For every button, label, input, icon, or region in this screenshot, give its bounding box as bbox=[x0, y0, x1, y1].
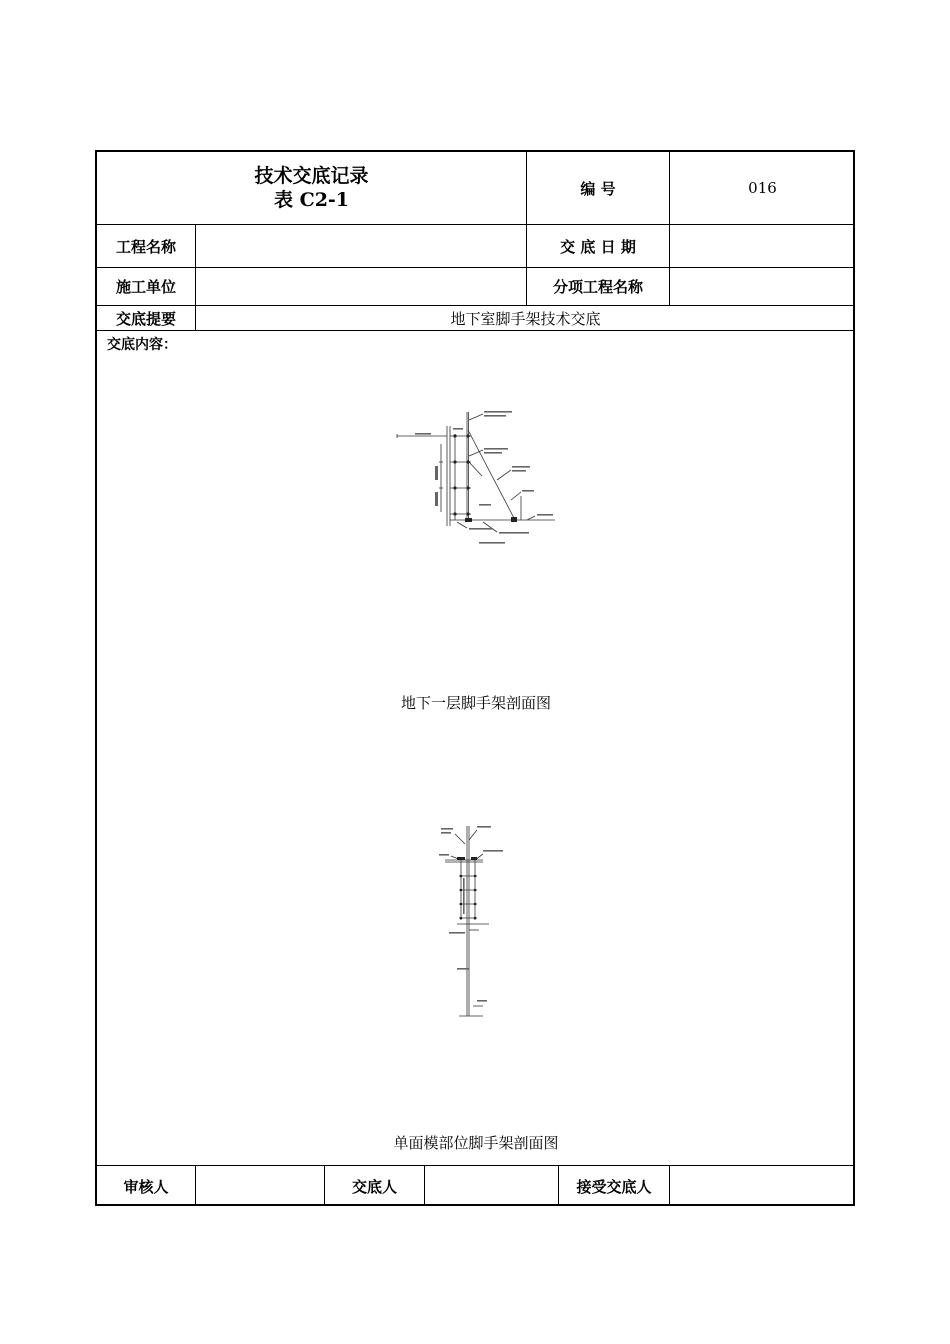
form-title-block bbox=[97, 152, 526, 224]
subproject-field[interactable] bbox=[670, 268, 855, 305]
subproject-label: 分项工程名称 bbox=[552, 278, 643, 296]
reviewer-field[interactable] bbox=[196, 1166, 324, 1206]
summary-label: 交底提要 bbox=[115, 309, 176, 328]
project-name-field[interactable] bbox=[196, 225, 526, 267]
number-value[interactable]: 016 bbox=[748, 179, 777, 197]
reviewer-label: 审核人 bbox=[123, 1177, 169, 1196]
date-label: 交 底 日 期 bbox=[560, 237, 636, 256]
receiver-field[interactable] bbox=[670, 1166, 855, 1206]
single-formwork-scaffold-drawing bbox=[437, 820, 507, 1020]
summary-field[interactable]: 地下室脚手架技术交底 bbox=[450, 309, 601, 328]
number-label: 编 号 bbox=[580, 179, 616, 198]
tech-briefing-form bbox=[95, 150, 855, 1206]
presenter-field[interactable] bbox=[425, 1166, 558, 1206]
form-code: 表 C2-1 bbox=[273, 189, 350, 211]
date-field[interactable] bbox=[670, 225, 855, 267]
presenter-label: 交底人 bbox=[351, 1177, 397, 1196]
receiver-label: 接受交底人 bbox=[576, 1177, 652, 1196]
figure1-caption: 地下一层脚手架剖面图 bbox=[400, 694, 551, 712]
content-label: 交底内容： bbox=[107, 337, 177, 353]
form-title: 技术交底记录 bbox=[254, 165, 369, 187]
figure2-caption: 单面模部位脚手架剖面图 bbox=[393, 1134, 559, 1152]
basement-scaffold-drawing bbox=[387, 404, 562, 550]
contractor-label: 施工单位 bbox=[115, 278, 176, 296]
contractor-field[interactable] bbox=[196, 268, 526, 305]
project-name-label: 工程名称 bbox=[115, 237, 176, 256]
